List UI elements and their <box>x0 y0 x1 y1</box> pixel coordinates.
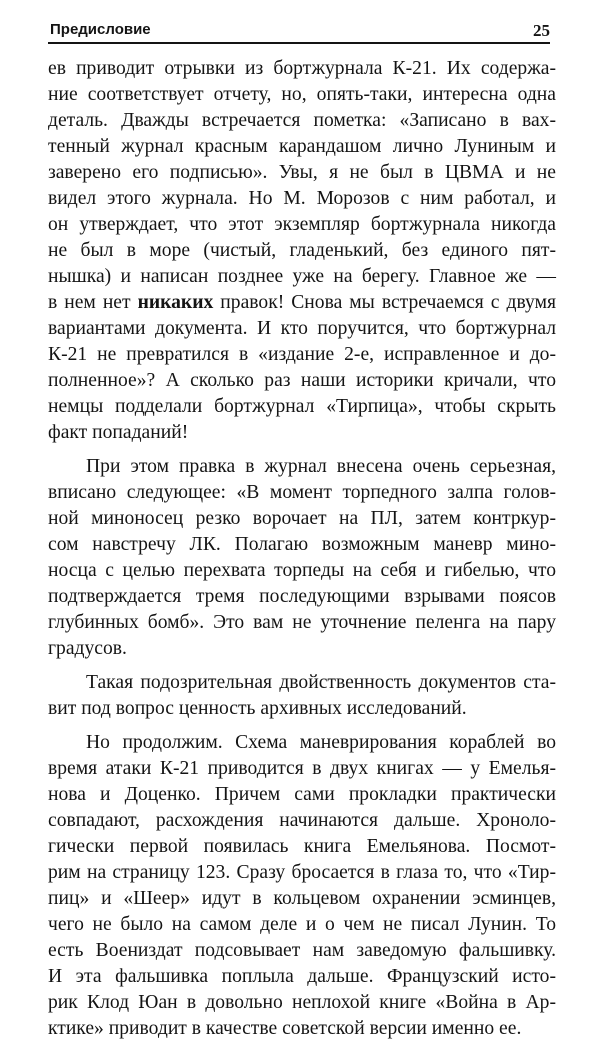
text-line: Такая подозрительная двойственность документов ста- <box>86 672 556 693</box>
text-line: подтверждается тремя последующими взрывами поясов <box>48 586 556 607</box>
page-number: 25 <box>533 21 550 40</box>
text-line: он утверждает, что этот экземпляр бортжурнала никогда <box>48 214 556 235</box>
text-line: ние соответствует отчету, но, опять-таки, интересна одна <box>48 84 556 105</box>
text-fragment: в нем нет <box>48 292 138 313</box>
body-text <box>48 56 556 1050</box>
text-line: глубинных бомб». Это вам не уточнение пеленга на пару <box>48 612 556 633</box>
text-line: есть Воениздат подсовывает нам заведомую фальшивку. <box>48 940 556 961</box>
text-line-with-emphasis <box>48 290 556 316</box>
text-line: И эта фальшивка поплыла дальше. Французский исто- <box>48 966 556 987</box>
paragraph-2 <box>48 454 556 662</box>
text-line: нышка) и написан позднее уже на берегу. Главное же — <box>48 266 556 287</box>
text-line: вит под вопрос ценность архивных исследований. <box>48 698 467 719</box>
text-line: ев приводит отрывки из бортжурнала К-21. Их содержа- <box>48 58 556 79</box>
paragraph-3 <box>48 670 556 722</box>
text-line: чего не было на самом деле и о чем не писал Лунин. То <box>48 914 556 935</box>
text-line: гически первой появилась книга Емельянова. Посмот- <box>48 836 556 857</box>
text-line: вписано следующее: «В момент торпедного залпа голов- <box>48 482 556 503</box>
text-line: вариантами документа. И кто поручится, что бортжурнал <box>48 318 556 339</box>
section-title: Предисловие <box>50 21 151 38</box>
text-line: факт попаданий! <box>48 422 189 443</box>
text-line: носца с целью перехвата торпеды на себя и гибелью, что <box>48 560 556 581</box>
text-line: сом навстречу ЛК. Полагаю возможным маневр мино- <box>48 534 556 555</box>
text-line: Но продолжим. Схема маневрирования кораблей во <box>86 732 556 753</box>
text-line: деталь. Дважды встречается пометка: «Записано в вах- <box>48 110 556 131</box>
text-line: К-21 не превратился в «издание 2-е, исправленное и до- <box>48 344 556 365</box>
text-line: ной миноносец резко ворочает на ПЛ, затем контркур- <box>48 508 556 529</box>
text-line: рим на страницу 123. Сразу бросается в глаза то, что «Тир- <box>48 862 556 883</box>
paragraph-1 <box>48 56 556 446</box>
text-line: немцы подделали бортжурнал «Тирпица», чтобы скрыть <box>48 396 556 417</box>
running-header <box>48 18 550 44</box>
text-line: время атаки К-21 приводится в двух книгах — у Емелья- <box>48 758 556 779</box>
text-line: градусов. <box>48 638 127 659</box>
text-line: ктике» приводит в качестве советской версии именно ее. <box>48 1018 522 1039</box>
paragraph-4 <box>48 730 556 1042</box>
text-line: не был в море (чистый, гладенький, без единого пят- <box>48 240 556 261</box>
text-line: заверено его подписью». Увы, я не был в ЦВМА и не <box>48 162 556 183</box>
text-line: полненное»? А сколько раз наши историки кричали, что <box>48 370 556 391</box>
text-line: При этом правка в журнал внесена очень серьезная, <box>86 456 556 477</box>
text-line: совпадают, расхождения начинаются дальше. Хроноло- <box>48 810 556 831</box>
emphasis-word: никаких <box>137 292 214 313</box>
text-line: тенный журнал красным карандашом лично Луниным и <box>48 136 556 157</box>
text-line: видел этого журнала. Но М. Морозов с ним работал, и <box>48 188 556 209</box>
text-line: нова и Доценко. Причем сами прокладки практически <box>48 784 556 805</box>
text-line: пиц» и «Шеер» идут в кольцевом охранении эсминцев, <box>48 888 556 909</box>
text-fragment: правок! Снова мы встречаемся с двумя <box>213 292 556 313</box>
text-line: рик Клод Юан в довольно неплохой книге «Война в Ар- <box>48 992 556 1013</box>
